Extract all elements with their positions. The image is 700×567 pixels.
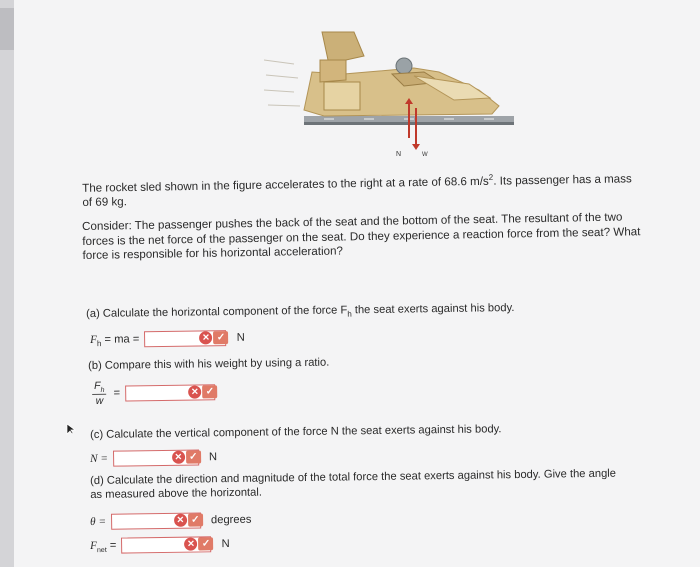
fnet-unit: N (221, 538, 230, 551)
part-a-unit: N (236, 331, 245, 344)
problem-statement (82, 168, 642, 211)
part-c-status-badge (172, 450, 202, 464)
problem-text-1: The rocket sled shown in the figure accelerates to the right at a rate of (82, 175, 445, 195)
wrong-icon: ✕ (174, 514, 187, 527)
acceleration-exponent: 2 (488, 172, 494, 182)
part-d-angle-status-badge (174, 513, 204, 527)
part-a-status-badge (199, 331, 229, 345)
left-sidebar (0, 0, 14, 567)
wrong-icon: ✕ (188, 385, 201, 398)
part-c-unit: N (208, 451, 218, 464)
part-c-answer-row: N = ✕ ✓ N (90, 451, 218, 465)
part-b-answer-row: $\frac{F_h}{w}$ = ✕ ✓ (92, 378, 223, 407)
weight-ratio-fraction: $\frac{F_h}{w}$ (92, 380, 107, 407)
check-icon: ✓ (213, 331, 228, 344)
acceleration-value: 68.6 (444, 175, 468, 189)
normal-force-label: N (396, 151, 402, 158)
sidebar-tab[interactable] (0, 8, 14, 50)
check-icon: ✓ (186, 450, 201, 463)
problem-text-2: . Its passenger has a mass of (82, 172, 632, 210)
part-d-question: (d) Calculate the direction and magnitude of the total force the seat exerts against his body. Give the angle as measured above the horizontal. (90, 467, 617, 501)
acceleration-unit: m/s (470, 174, 489, 189)
problem-page (14, 0, 700, 567)
part-c-question: (c) Calculate the vertical component of the force N the seat exerts against his body. (90, 423, 502, 441)
mass-value: 69 kg (95, 195, 124, 210)
check-icon: ✓ (198, 537, 213, 550)
part-d-fnet-row: $F_{net}$ = ✕ ✓ N (90, 538, 230, 555)
consider-text: Consider: The passenger pushes the back of the seat and the bottom of the seat. The resultant of the two forces is the net force of the passenger on the seat. Do they experience a reaction force from the seat? What force is responsible for his horizontal acceleration? (82, 210, 641, 262)
wrong-icon: ✕ (172, 451, 185, 464)
problem-text-3: . (123, 195, 128, 209)
part-b-status-badge (188, 385, 218, 399)
wrong-icon: ✕ (184, 537, 197, 550)
angle-unit: degrees (210, 513, 252, 527)
part-a-answer-row: $F_h$ = ma = ✕ ✓ N (90, 331, 245, 349)
check-icon: ✓ (188, 513, 203, 526)
mouse-cursor-icon (66, 423, 76, 435)
check-icon: ✓ (202, 385, 217, 398)
part-d-theta-row: θ = ✕ ✓ degrees (90, 513, 252, 528)
part-d-fnet-status-badge (184, 537, 214, 551)
wrong-icon: ✕ (199, 331, 212, 344)
part-b-question: (b) Compare this with his weight by using a ratio. (88, 356, 330, 372)
rocket-sled-figure (264, 20, 514, 170)
part-a-question: (a) Calculate the horizontal component of the force $F_h$ the seat exerts against his body. (86, 302, 515, 320)
weight-force-label: W (422, 152, 428, 158)
